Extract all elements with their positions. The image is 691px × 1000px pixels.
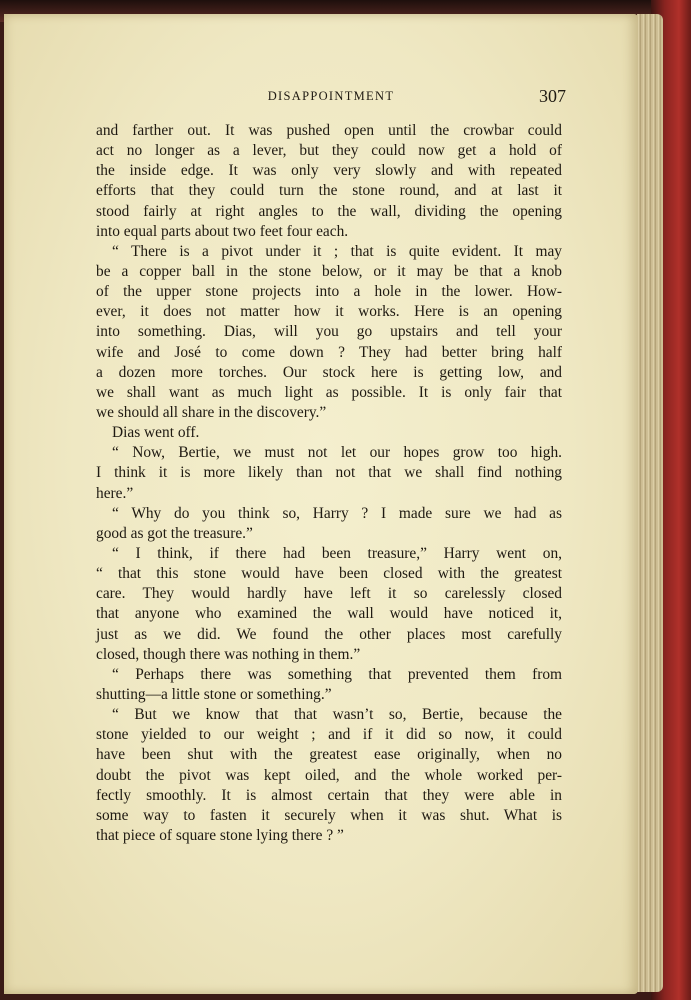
page-stack-edges <box>637 14 663 992</box>
text-line: “ that this stone would have been closed with the greatest <box>96 565 562 583</box>
text-line: into equal parts about two feet four each. <box>96 222 349 240</box>
text-line: “ Now, Bertie, we must not let our hopes grow too high. <box>112 444 562 462</box>
page-header <box>96 86 566 110</box>
text-line: I think it is more likely than not that we shall find nothing <box>96 464 562 482</box>
text-line: a dozen more torches. Our stock here is getting low, and <box>96 363 562 381</box>
text-line: fectly smoothly. It is almost certain that they were able in <box>96 786 562 804</box>
text-line: stone yielded to our weight ; and if it did so now, it could <box>96 726 562 744</box>
text-line: wife and José to come down ? They had better bring half <box>96 343 562 361</box>
text-line: “ There is a pivot under it ; that is quite evident. It may <box>112 242 562 260</box>
text-line: shutting—a little stone or something.” <box>96 685 332 703</box>
text-line: Dias went off. <box>112 424 200 442</box>
page-number: 307 <box>539 86 566 106</box>
text-line: be a copper ball in the stone below, or it may be that a knob <box>96 262 562 280</box>
text-line: here.” <box>96 484 134 502</box>
text-line: “ Why do you think so, Harry ? I made sure we had as <box>112 504 562 522</box>
text-line: “ But we know that that wasn’t so, Bertie, because the <box>112 706 562 724</box>
text-line: act no longer as a lever, but they could now get a hold of <box>96 142 562 160</box>
text-line: we shall want as much light as possible. It is only fair that <box>96 383 562 401</box>
text-line: into something. Dias, will you go upstairs and tell your <box>96 323 562 341</box>
text-line: care. They would hardly have left it so carelessly closed <box>96 585 562 603</box>
text-line: “ Perhaps there was something that prevented them from <box>112 665 562 683</box>
body-text <box>96 121 562 846</box>
text-line: the inside edge. It was only very slowly and with repeated <box>96 162 562 180</box>
text-line: we should all share in the discovery.” <box>96 403 327 421</box>
text-line: efforts that they could turn the stone round, and at last it <box>96 182 562 200</box>
text-line: ever, it does not matter how it works. Here is an opening <box>96 303 562 321</box>
text-line: stood fairly at right angles to the wall, dividing the opening <box>96 202 562 220</box>
text-line: of the upper stone projects into a hole in the lower. How- <box>96 283 562 301</box>
text-line: good as got the treasure.” <box>96 524 253 542</box>
text-line: just as we did. We found the other places most carefully <box>96 625 562 643</box>
text-line: closed, though there was nothing in them.” <box>96 645 361 663</box>
text-line: “ I think, if there had been treasure,” Harry went on, <box>112 544 562 562</box>
text-line: that anyone who examined the wall would have noticed it, <box>96 605 562 623</box>
text-line: and farther out. It was pushed open until the crowbar could <box>96 122 562 139</box>
text-line: that piece of square stone lying there ? ” <box>96 826 344 844</box>
text-line: some way to fasten it securely when it was shut. What is <box>96 806 562 824</box>
text-line: doubt the pivot was kept oiled, and the whole worked per- <box>96 766 562 784</box>
running-head: DISAPPOINTMENT <box>267 89 395 103</box>
text-line: have been shut with the greatest ease originally, when no <box>96 746 562 764</box>
